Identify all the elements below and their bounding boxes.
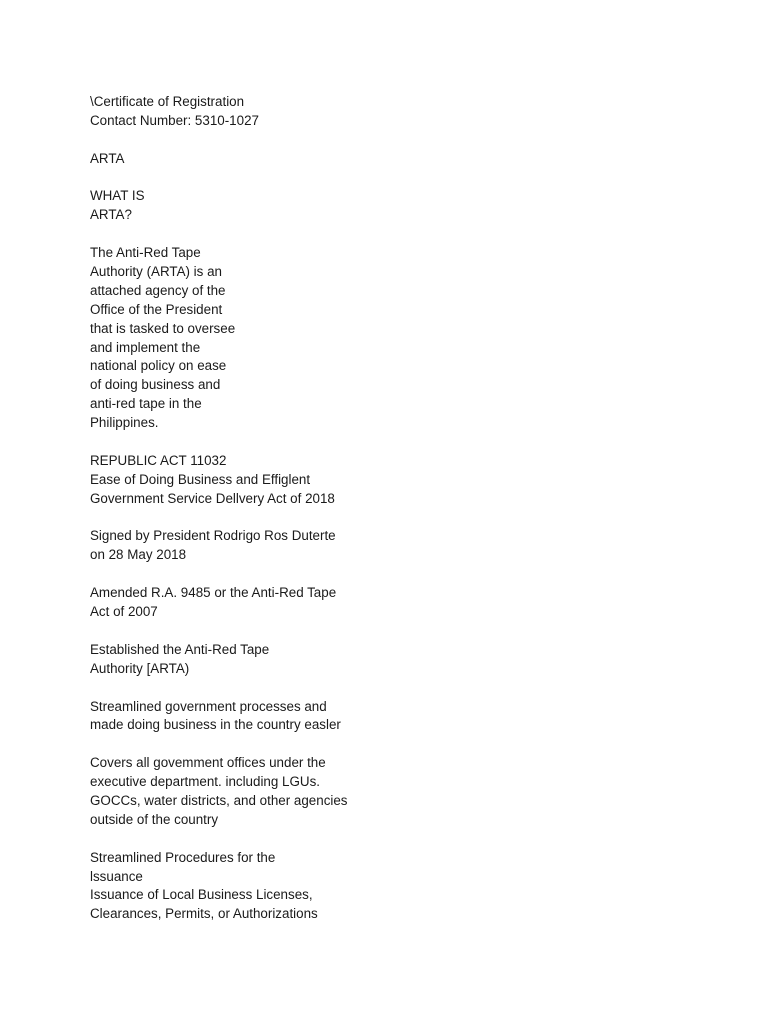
amended-line: Amended R.A. 9485 or the Anti-Red Tape: [90, 585, 337, 601]
spacer: [90, 735, 390, 754]
spacer: [90, 131, 390, 150]
what-is-heading-line: WHAT IS: [90, 188, 145, 204]
procedures-line: lssuance: [90, 868, 143, 884]
streamlined-gov-line: Streamlined government processes and: [90, 698, 327, 714]
republic-act-line: Government Service Dellvery Act of 2018: [90, 490, 335, 506]
signed-line: Signed by President Rodrigo Ros Duterte: [90, 528, 336, 544]
contact-number: Contact Number: 5310-1027: [90, 112, 259, 128]
certificate-title: \Certificate of Registration: [90, 94, 245, 109]
republic-act-section: [90, 452, 390, 509]
covers-line: Covers all govemment offices under the: [90, 755, 326, 771]
covers-section: [90, 754, 390, 830]
covers-line: outside of the country: [90, 811, 219, 827]
streamlined-gov-line: made doing business in the country easler: [90, 717, 341, 733]
what-is-body-line: Office of the President: [90, 301, 223, 317]
procedures-line: Clearances, Permits, or Authorizations: [90, 906, 318, 922]
procedures-line: Issuance of Local Business Licenses,: [90, 887, 313, 903]
spacer: [90, 565, 390, 584]
what-is-body-line: Authority (ARTA) is an: [90, 264, 222, 280]
document-body: [90, 93, 390, 924]
what-is-body-line: The Anti-Red Tape: [90, 245, 201, 261]
signed-line: on 28 May 2018: [90, 547, 187, 563]
streamlined-gov-section: [90, 698, 390, 736]
what-is-section: [90, 187, 390, 433]
what-is-body-line: of doing business and: [90, 377, 221, 393]
what-is-body-line: and implement the: [90, 339, 201, 355]
spacer: [90, 622, 390, 641]
agency-name: ARTA: [90, 150, 125, 166]
procedures-section: [90, 849, 390, 925]
what-is-body-line: Philippines.: [90, 415, 159, 431]
what-is-body-line: that is tasked to oversee: [90, 320, 236, 336]
amended-line: Act of 2007: [90, 604, 158, 620]
what-is-body-line: national policy on ease: [90, 358, 227, 374]
spacer: [90, 433, 390, 452]
amended-section: [90, 584, 390, 622]
established-line: Established the Anti-Red Tape: [90, 641, 270, 657]
spacer: [90, 830, 390, 849]
what-is-body-line: anti-red tape in the: [90, 396, 202, 412]
established-line: Authority [ARTA): [90, 660, 190, 676]
what-is-body-line: attached agency of the: [90, 282, 226, 298]
covers-line: executive department. including LGUs.: [90, 774, 320, 790]
spacer: [90, 509, 390, 528]
republic-act-heading: REPUBLIC ACT 11032: [90, 452, 227, 468]
spacer: [90, 225, 390, 244]
established-section: [90, 641, 390, 679]
spacer: [90, 679, 390, 698]
spacer: [90, 169, 390, 188]
signed-section: [90, 527, 390, 565]
covers-line: GOCCs, water districts, and other agencies: [90, 792, 348, 808]
republic-act-line: Ease of Doing Business and Effiglent: [90, 471, 311, 487]
what-is-heading-line: ARTA?: [90, 207, 132, 223]
procedures-line: Streamlined Procedures for the: [90, 849, 276, 865]
